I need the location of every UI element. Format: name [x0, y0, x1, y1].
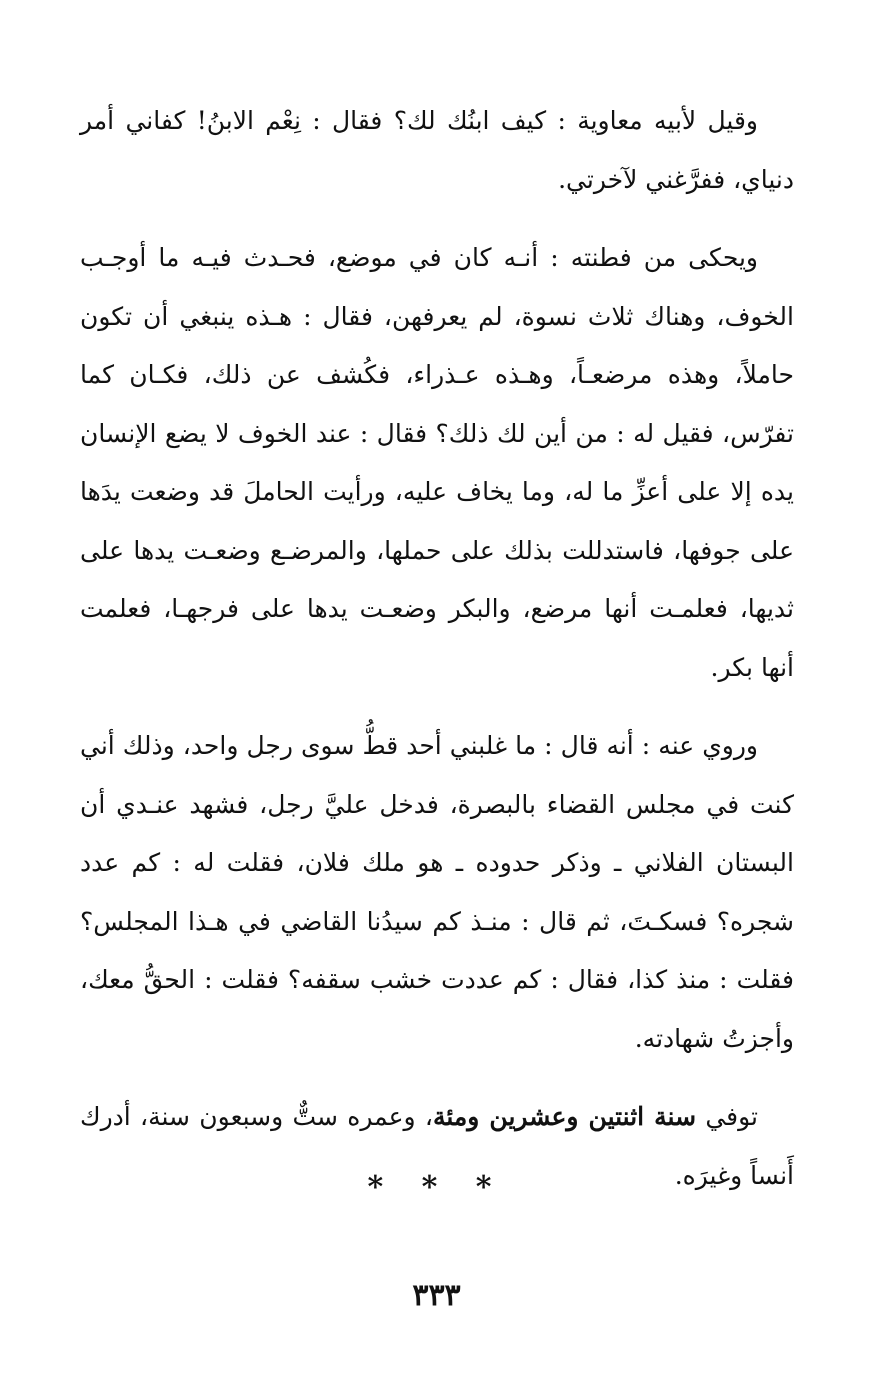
paragraph-death-after: ، وعمره ستٌّ وسبعون سنة، أدرك أَنساً وغيرَه.: [80, 1102, 794, 1190]
paragraph-testimony: وروي عنه : أنه قال : ما غلبني أحد قطُّ سوى رجل واحد، وذلك أني كنت في مجلس القضاء بالبصرة، فدخل عليَّ رجل، فشهد عنـدي أن البستان الفلاني ـ وذكر حدوده ـ هو ملك فلان، فقلت له : كم عدد شجره؟ فسكـتَ، ثم قال : منـذ كم سيدُنا القاضي في هـذا المجلس؟ فقلت : منذ كذا، فقال : كم عددت خشب سقفه؟ فقلت : الحقُّ معك، وأجزتُ شهادته.: [80, 731, 794, 1053]
paragraph-muawiya: وقيل لأبيه معاوية : كيف ابنُك لك؟ فقال : نِعْم الابنُ! كفاني أمر دنياي، ففرَّغني لآخرتي.: [80, 106, 794, 194]
paragraph-death-before: توفي: [696, 1102, 759, 1131]
section-separator: * * *: [367, 1170, 506, 1205]
page-number: ٣٣٣: [412, 1278, 461, 1313]
paragraph-insight: ويحكى من فطنته : أنـه كان في موضع، فحـدث فيـه ما أوجـب الخوف، وهناك ثلاث نسوة، لم يعرفهن، فقال : هـذه ينبغي أن تكون حاملاً، وهذه مرضعـاً، وهـذه عـذراء، فكُشف عن ذلك، فكـان كما تفرّس، فقيل له : من أين لك ذلك؟ فقال : عند الخوف لا يضع الإنسان يده إلا على أعزِّ ما له، وما يخاف عليه، ورأيت الحاملَ قد وضعت يدَها على جوفها، فاستدللت بذلك على حملها، والمرضـع وضعـت يدها على ثديها، فعلمـت أنها مرضع، والبكر وضعـت يدها على فرجهـا، فعلمت أنها بكر.: [80, 243, 794, 682]
death-year: سنة اثنتين وعشرين ومئة: [432, 1102, 697, 1131]
page-body: [80, 92, 794, 1225]
